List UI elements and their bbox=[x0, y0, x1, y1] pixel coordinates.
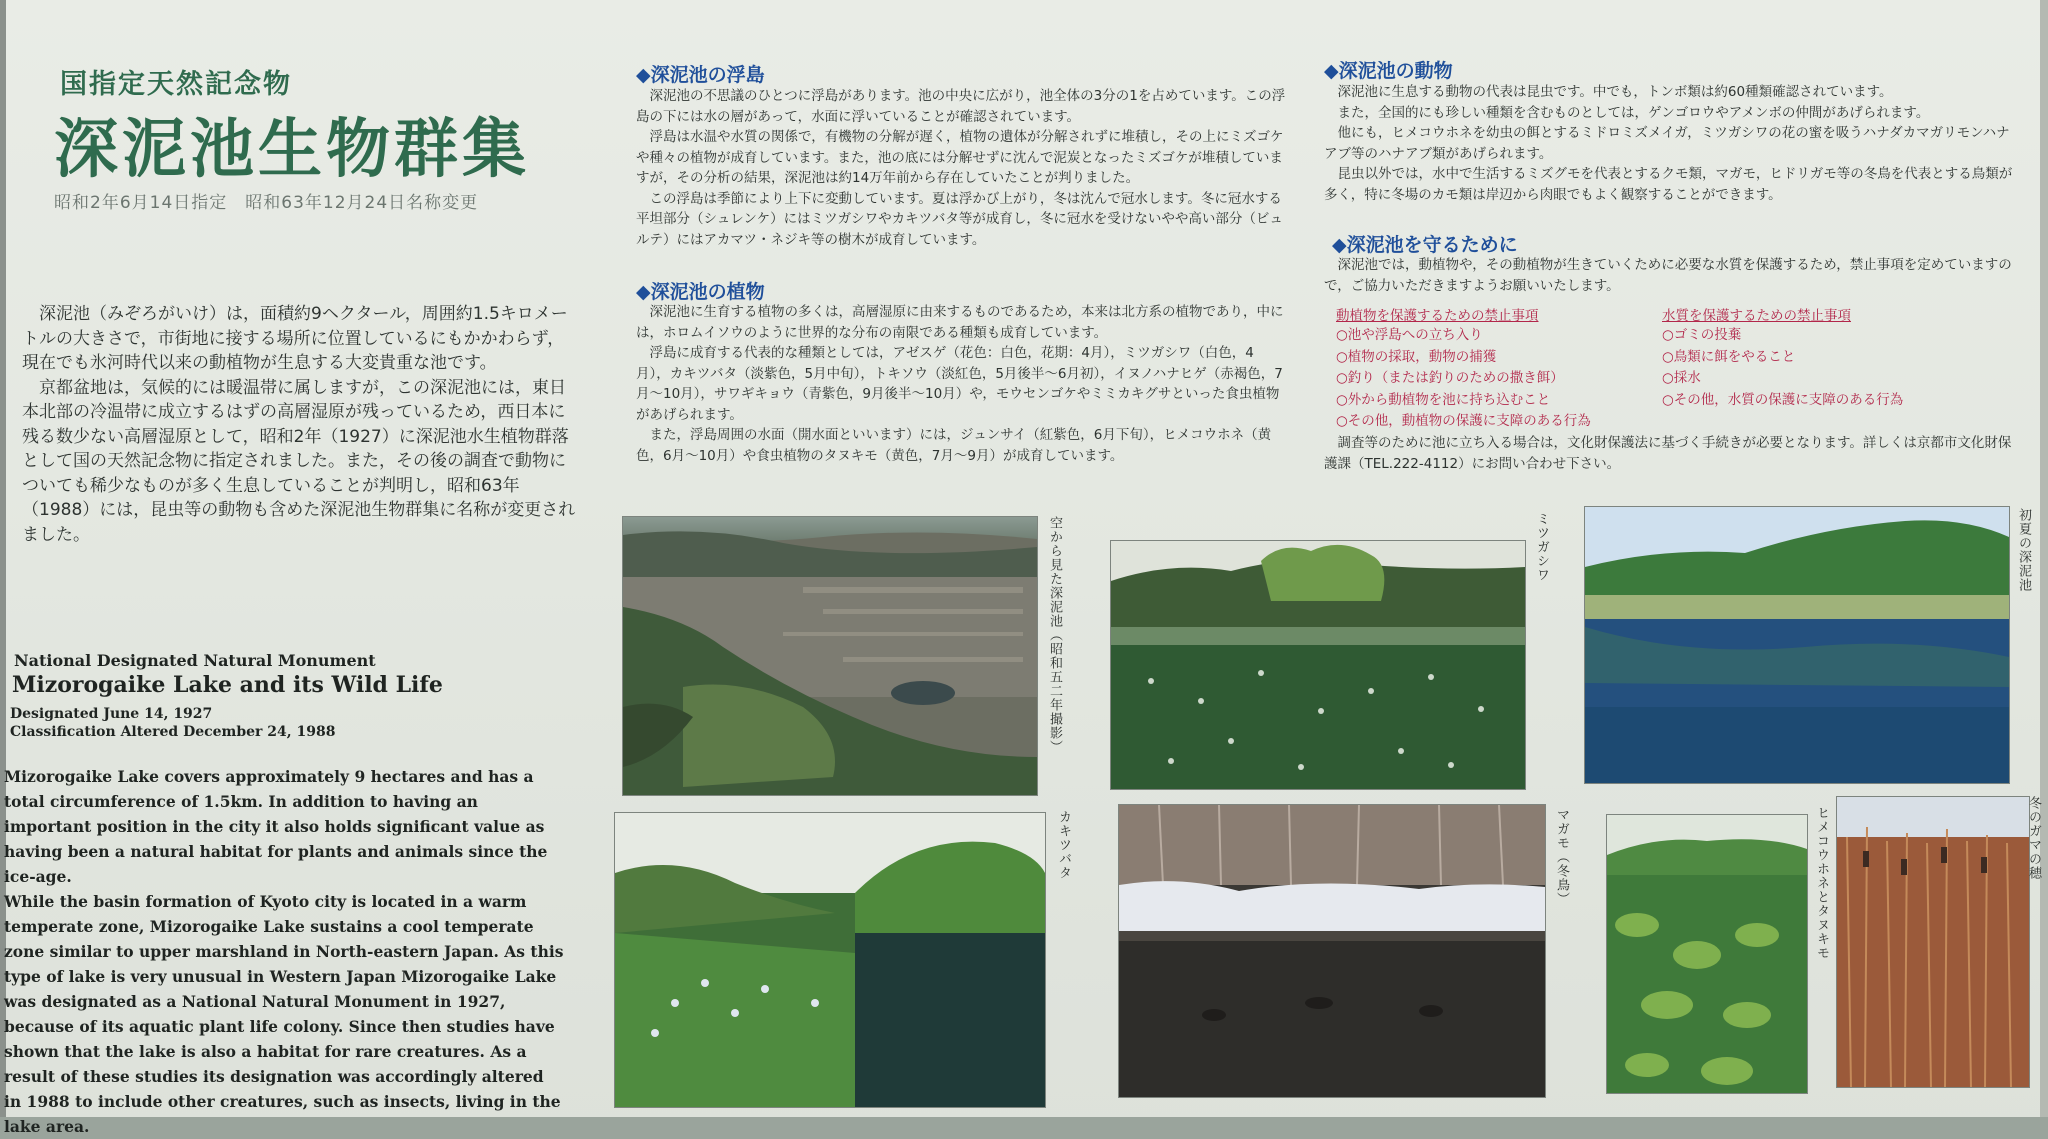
prohibit-item: ○植物の採取，動物の捕獲 bbox=[1336, 348, 1497, 365]
prohibit-list2-title: 水質を保護するための禁止事項 bbox=[1662, 308, 1851, 324]
prohibit-item: ○その他，水質の保護に支障のある行為 bbox=[1662, 391, 1904, 408]
section-plants-body: 深泥池に生育する植物の多くは，高層湿原に由来するものであるため，本来は北方系の植物であり，中には，ホロムイソウのように世界的な分布の南限である種類も成育しています。 浮島に成育する代表的な種類としては，アゼスゲ（花色：白色，花期：4月），ミツガシワ（白色，4月），カキツバタ（淡紫色，5月中旬），トキソウ（淡紅色，5月後半～6月初），イヌノハナヒゲ（赤褐色，7月～10月），サワギキョウ（青紫色，9月後半～10月）や，モウセンゴケやミミカキグサといった食虫植物があげられます。 また，浮島周囲の水面（開水面といいます）には，ジュンサイ（紅紫色，6月下旬），ヒメコウホネ（黄色，6月～10月）や食虫植物のタヌキモ（黄色，7月～9月）が成育しています。 bbox=[636, 304, 1284, 464]
section-floating-body: 深泥池の不思議のひとつに浮島があります。池の中央に広がり，池全体の3分の1を占めています。この浮島の下には水の層があって，水面に浮いていることが確認されています。 浮島は水温や水質の関係で，有機物の分解が遅く，植物の遺体が分解されずに堆積し，その上にミズゴケや種々の植物が成育しています。また，池の底には分解せずに沈んで泥炭となったミズゴケが堆積していますが，その分析の結果，深泥池は約14万年前から存在していたことが判りました。 この浮島は季節により上下に変動しています。夏は浮かび上がり，冬は沈んで冠水します。冬に冠水する平坦部分（シュレンケ）にはミツガシワやカキツバタ等が成育し，冬に冠水を受けないやや高い部分（ビュルテ）にはアカマツ・ネジキ等の樹木が成育しています。 bbox=[636, 88, 1286, 248]
prohibit-item: ○釣り（または釣りのための撒き餌） bbox=[1336, 370, 1564, 386]
prohibit-item: ○鳥類に餌をやること bbox=[1662, 348, 1796, 365]
caption-kakitsubata: カキツバタ bbox=[1056, 810, 1071, 880]
english-kicker: National Designated Natural Monument bbox=[14, 651, 376, 670]
himekouhone-photo bbox=[1606, 814, 1808, 1094]
english-designated: Designated June 14, 1927 bbox=[10, 706, 213, 722]
prohibit-list2 bbox=[1662, 325, 1903, 411]
english-altered: Classification Altered December 24, 1988 bbox=[10, 724, 336, 740]
monument-kicker: 国指定天然記念物 bbox=[60, 69, 292, 100]
early-summer-photo bbox=[1584, 506, 2010, 784]
caption-himekouhone: ヒメコウホネとタヌキモ bbox=[1814, 806, 1829, 960]
aerial-photo bbox=[622, 516, 1038, 796]
english-body: Mizorogaike Lake covers approximately 9 hectares and has a total circumference of 1.5km. In addition to having an important position in the city it also holds significant value as having been a natural habitat for plants and animals since the ice-age. While the basin formation of Kyoto city is located in a warm temperate zone, Mizorogaike Lake sustains a cool temperate zone similar to upper marshland in North-eastern Japan. As this type of lake is very unusual in Western Japan Mizorogaike Lake was designated as a National Natural Monument in 1927, because of its aquatic plant life colony. Since then studies have shown that the lake is also a habitat for rare creatures. As a result of these studies its designation was accordingly altered in 1988 to include other creatures, such as insects, living in the lake area. bbox=[4, 767, 564, 1136]
winter-reed-photo bbox=[1836, 796, 2030, 1088]
caption-magamo: マガモ（冬鳥） bbox=[1554, 808, 1569, 906]
magamo-photo bbox=[1118, 804, 1546, 1098]
prohibit-item: ○池や浮島への立ち入り bbox=[1336, 327, 1483, 343]
english-title: Mizorogaike Lake and its Wild Life bbox=[12, 672, 443, 698]
caption-mitsugashiwa: ミツガシワ bbox=[1534, 512, 1549, 582]
section-floating-heading: ◆深泥池の浮島 bbox=[636, 64, 765, 86]
prohibit-item: ○ゴミの投棄 bbox=[1662, 327, 1742, 343]
caption-aerial: 空から見た深泥池（昭和五二年撮影） bbox=[1047, 516, 1062, 754]
section-animals-heading: ◆深泥池の動物 bbox=[1324, 60, 1453, 82]
english-dates bbox=[10, 705, 336, 741]
intro-japanese: 深泥池（みぞろがいけ）は，面積約9ヘクタール，周囲約1.5キロメートルの大きさで，市街地に接する場所に位置しているにもかかわらず，現在でも氷河時代以来の動植物が生息する大変貴重な池です。 京都盆地は，気候的には暖温帯に属しますが，この深泥池には，東日本北部の冷温帯に成立するはずの高層湿原が残っているため，西日本に残る数少ない高層湿原として，昭和2年（1927）に深泥池水生植物群落として国の天然記念物に指定されました。また，その後の調査で動物についても稀少なものが多く生息していることが判明し，昭和63年（1988）には，昆虫等の動物も含めた深泥池生物群集に名称が変更されました。 bbox=[22, 304, 576, 545]
caption-early-summer: 初夏の深泥池 bbox=[2016, 508, 2031, 592]
designation-dates: 昭和2年6月14日指定 昭和63年12月24日名称変更 bbox=[54, 193, 479, 213]
section-protect-heading: ◆深泥池を守るために bbox=[1332, 234, 1518, 256]
prohibit-list1 bbox=[1336, 325, 1591, 433]
kakitsubata-photo bbox=[614, 812, 1046, 1108]
prohibit-item: ○外から動植物を池に持ち込むこと bbox=[1336, 391, 1551, 408]
prohibit-item: ○採水 bbox=[1662, 370, 1701, 386]
page-title: 深泥池生物群集 bbox=[54, 113, 530, 187]
contact-footer: 調査等のために池に立ち入る場合は，文化財保護法に基づく手続きが必要となります。詳しくは京都市文化財保護課（TEL.222-4112）にお問い合わせ下さい。 bbox=[1324, 435, 2012, 472]
board-frame-right bbox=[2040, 0, 2048, 1139]
prohibit-item: ○その他，動植物の保護に支障のある行為 bbox=[1336, 413, 1591, 429]
section-plants-heading: ◆深泥池の植物 bbox=[636, 281, 765, 303]
section-protect-body: 深泥池では，動植物や，その動植物が生きていくために必要な水質を保護するため，禁止事項を定めていますので，ご協力いただきますようお願いいたします。 bbox=[1324, 257, 2012, 294]
caption-winter-reed: 冬のガマの穂 bbox=[2026, 796, 2041, 880]
prohibit-list1-title: 動植物を保護するための禁止事項 bbox=[1336, 308, 1539, 324]
mitsugashiwa-photo bbox=[1110, 540, 1526, 790]
section-animals-body: 深泥池に生息する動物の代表は昆虫です。中でも，トンボ類は約60種類確認されています。 また，全国的にも珍しい種類を含むものとしては，ゲンゴロウやアメンボの仲間があげられます。 他にも，ヒメコウホネを幼虫の餌とするミドロミズメイガ，ミツガシワの花の蜜を吸うハナダカマガリモンハナアブ等のハナアブ類があげられます。 昆虫以外では，水中で生活するミズグモを代表とするクモ類，マガモ，ヒドリガモ等の冬鳥を代表とする鳥類が多く，特に冬場のカモ類は岸辺から肉眼でもよく観察することができます。 bbox=[1324, 84, 2013, 203]
